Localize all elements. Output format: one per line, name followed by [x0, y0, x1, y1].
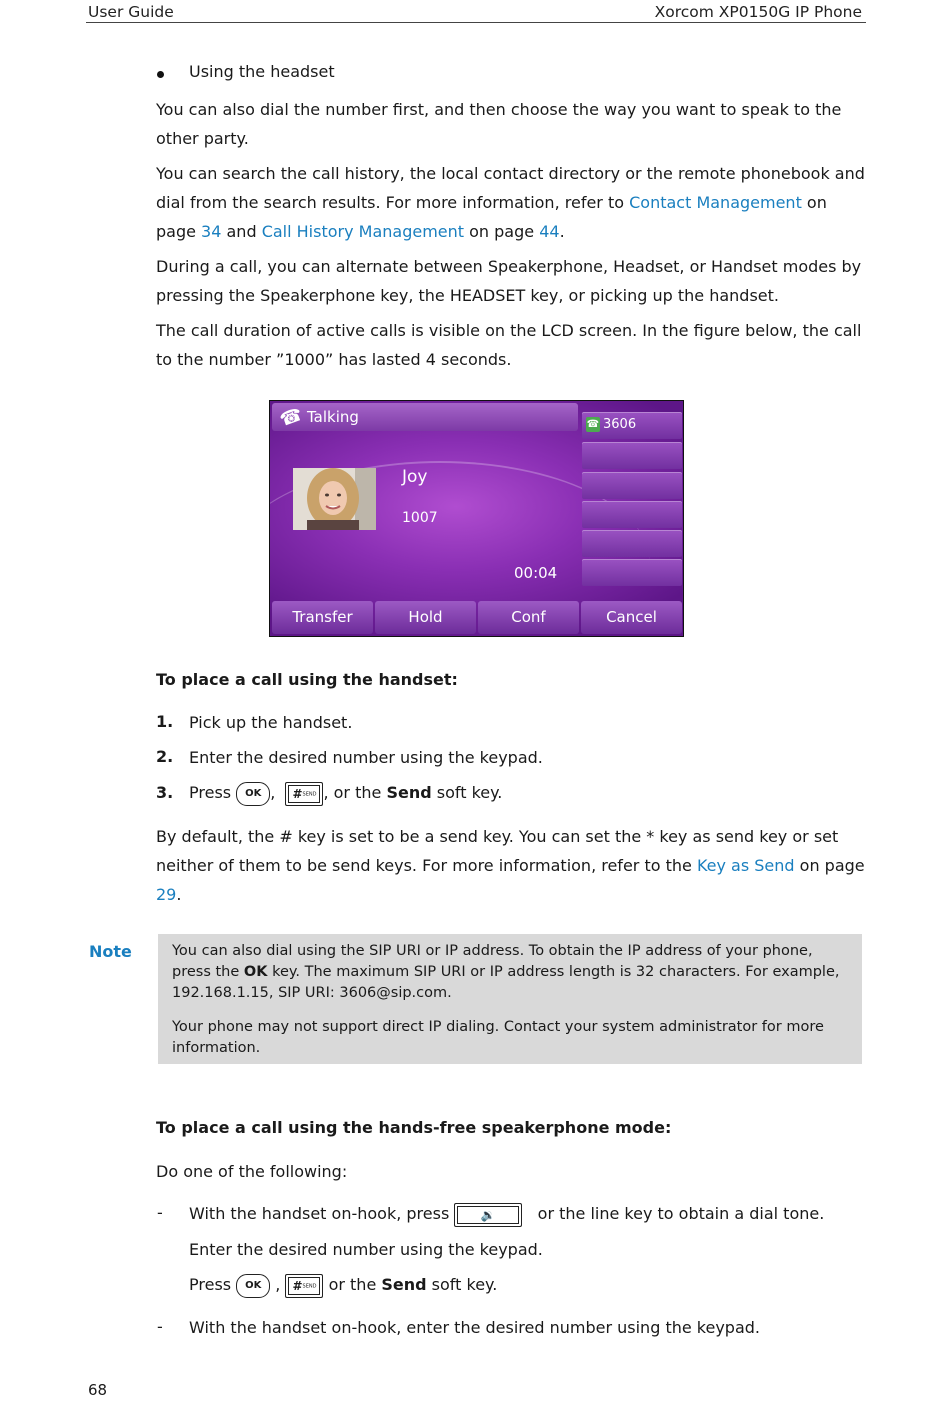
- speaker-item-2: With the handset on-hook, enter the desired number using the keypad.: [189, 1318, 760, 1337]
- text-span: and: [221, 222, 262, 241]
- call-timer: 00:04: [514, 564, 558, 582]
- link-call-history-management[interactable]: Call History Management: [261, 222, 465, 241]
- text-span: ,: [275, 1275, 281, 1294]
- link-contact-management[interactable]: Contact Management: [629, 193, 802, 212]
- speaker-item-1-line-3: [189, 1273, 497, 1298]
- text-span: or the line key to obtain a dial tone.: [532, 1204, 825, 1223]
- send-bold: Send: [381, 1275, 427, 1294]
- text-span: or the: [323, 1275, 382, 1294]
- speakerphone-key-icon: 🔉: [454, 1203, 522, 1227]
- note-paragraph-2: Your phone may not support direct IP dialing. Contact your system administrator for more information.: [172, 1019, 824, 1056]
- dash-marker-1: -: [157, 1203, 163, 1222]
- text-span: soft key.: [426, 1275, 498, 1294]
- handset-icon: ☎: [277, 403, 306, 432]
- line-key-2: [582, 442, 682, 469]
- line-key-label: 3606: [603, 417, 637, 432]
- send-hash-key-icon: [285, 1274, 323, 1298]
- intro-paragraph-1: You can also dial the number first, and then choose the way you want to speak to the other party.: [156, 100, 842, 148]
- softkey-hold: Hold: [375, 601, 476, 634]
- ok-key-icon: OK: [236, 1274, 270, 1298]
- note-paragraph-1: [172, 941, 852, 1004]
- text-span: You can also dial using the SIP URI or IP address. To obtain the IP address of your phone, press the: [172, 943, 813, 980]
- text-span: With the handset on-hook, press: [189, 1204, 455, 1223]
- text-span: Press: [189, 1275, 237, 1294]
- bullet-text: Using the headset: [189, 62, 335, 81]
- intro-paragraph-3: During a call, you can alternate between Speakerphone, Headset, or Handset modes by pressing the Speakerphone key, the HEADSET key, or picking up the handset.: [156, 257, 862, 305]
- step-1-text: Pick up the handset.: [189, 713, 353, 732]
- lcd-title-bar: [272, 403, 578, 431]
- header-right-title: Xorcom XP0150G IP Phone: [654, 3, 862, 21]
- header-rule: [86, 22, 866, 23]
- text-span: , or the: [323, 783, 387, 802]
- step-number-3: 3.: [156, 783, 174, 802]
- page-number: 68: [88, 1381, 108, 1399]
- header-left-title: User Guide: [88, 3, 174, 21]
- link-page-44[interactable]: 44: [539, 222, 560, 241]
- ok-key-icon: OK: [236, 782, 270, 806]
- caller-name: Joy: [402, 467, 428, 487]
- send-label: SEND: [302, 791, 317, 797]
- bullet-icon: [157, 71, 164, 78]
- line-key-4: [582, 501, 682, 528]
- intro-paragraph-2: [156, 159, 868, 246]
- speaker-item-1-line-2: Enter the desired number using the keypad.: [189, 1240, 543, 1259]
- send-label: SEND: [302, 1283, 317, 1289]
- caller-number: 1007: [402, 510, 438, 526]
- lcd-screen-figure: [269, 400, 684, 637]
- text-span: Press: [189, 783, 237, 802]
- line-key-6: [582, 559, 682, 586]
- softkey-conf: Conf: [478, 601, 579, 634]
- line-key-1: [582, 412, 682, 439]
- send-key-paragraph: [156, 822, 868, 909]
- text-span: .: [559, 222, 565, 241]
- send-bold: Send: [386, 783, 432, 802]
- link-page-34[interactable]: 34: [201, 222, 222, 241]
- text-span: You can search the call history, the local contact directory or the remote phonebook and dial from the search results. For more information, refer to: [156, 164, 865, 212]
- speaker-item-1: [189, 1202, 824, 1227]
- link-key-as-send[interactable]: Key as Send: [696, 856, 795, 875]
- lcd-title: Talking: [307, 408, 359, 426]
- text-span: on page: [156, 193, 827, 241]
- step-number-2: 2.: [156, 747, 174, 766]
- caller-photo: [293, 468, 376, 530]
- text-span: key. The maximum SIP URI or IP address length is 32 characters. For example, 192.168.1.15, SIP URI: 3606@sip.com.: [172, 964, 840, 1001]
- link-page-29[interactable]: 29: [156, 885, 177, 904]
- speaker-section-heading: To place a call using the hands-free speakerphone mode:: [156, 1118, 672, 1137]
- softkey-transfer: Transfer: [272, 601, 373, 634]
- caller-photo-image: [293, 468, 376, 530]
- line-key-5: [582, 530, 682, 557]
- step-3-text: [189, 781, 502, 806]
- line-key-3: [582, 472, 682, 499]
- speaker-section-intro: Do one of the following:: [156, 1162, 348, 1181]
- text-span: ,: [270, 783, 276, 802]
- handset-section-heading: To place a call using the handset:: [156, 670, 458, 689]
- hash-symbol: #: [292, 786, 303, 801]
- softkey-cancel: Cancel: [581, 601, 682, 634]
- step-2-text: Enter the desired number using the keypad.: [189, 748, 543, 767]
- step-number-1: 1.: [156, 712, 174, 731]
- phone-line-icon: ☎: [586, 419, 600, 430]
- ok-bold: OK: [243, 964, 268, 980]
- dash-marker-2: -: [157, 1317, 163, 1336]
- text-span: By default, the # key is set to be a send key. You can set the * key as send key or set neither of them to be send keys. For more information, refer to the: [156, 827, 839, 875]
- intro-paragraph-4: The call duration of active calls is visible on the LCD screen. In the figure below, the call to the number ”1000” has lasted 4 seconds.: [156, 321, 862, 369]
- send-hash-key-icon: [285, 782, 323, 806]
- hash-symbol: #: [292, 1278, 303, 1293]
- note-label: Note: [89, 942, 132, 961]
- text-span: on page: [794, 856, 865, 875]
- text-span: soft key.: [431, 783, 503, 802]
- text-span: on page: [464, 222, 540, 241]
- text-span: .: [176, 885, 182, 904]
